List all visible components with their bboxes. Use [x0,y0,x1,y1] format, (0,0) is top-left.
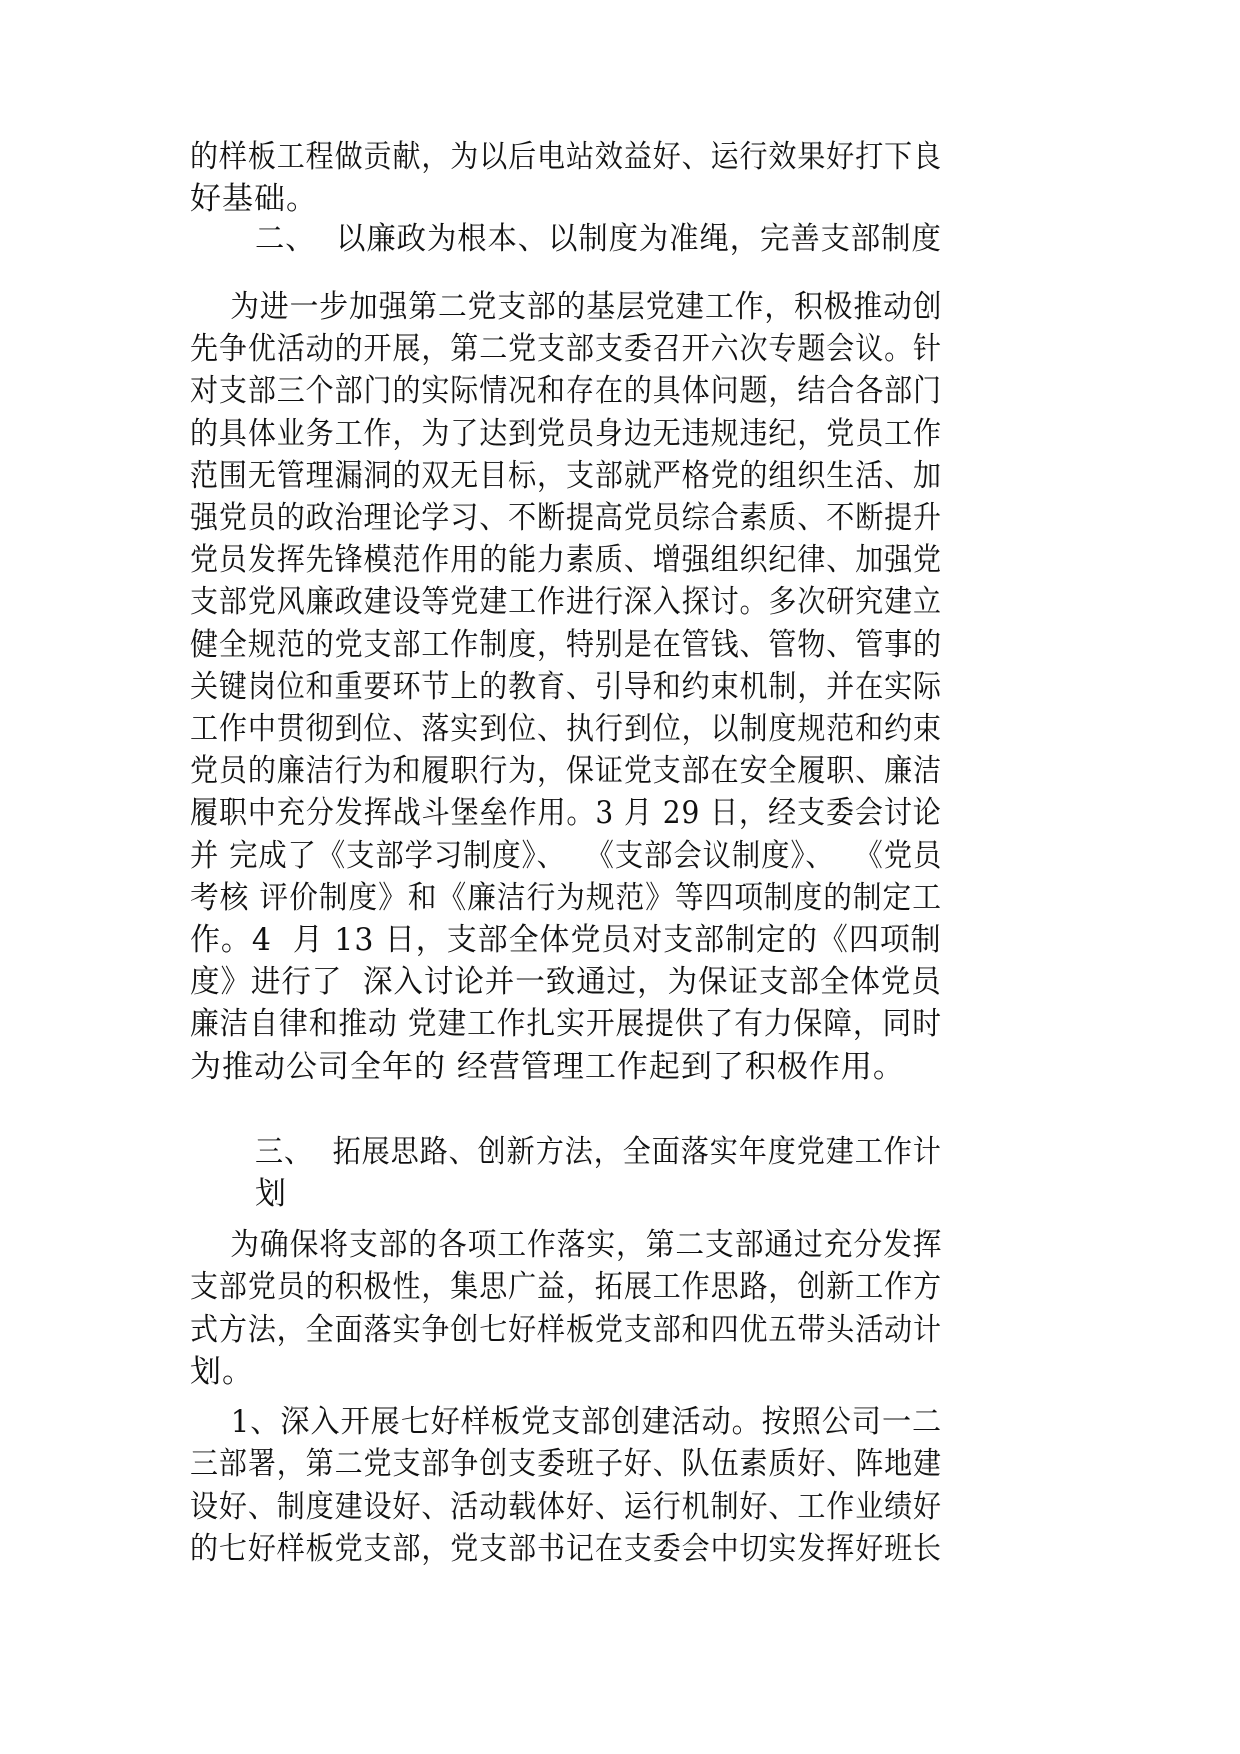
text-line: 度》进行了 深入讨论并一致通过，为保证支部全体党员 [190,964,942,1001]
text-line: 作。4 月 13 日，支部全体党员对支部制定的《四项制 [190,922,942,958]
text-line: 党员发挥先锋模范作用的能力素质、增强组织纪律、加强党 [190,542,942,579]
text-line: 支部党员的积极性，集思广益，拓展工作思路，创新工作方 [190,1269,942,1306]
text-line: 支部党风廉政建设等党建工作进行深入探讨。多次研究建立 [190,584,942,621]
text-line: 三、 拓展思路、创新方法，全面落实年度党建工作计 [255,1134,942,1170]
text-line: 为进一步加强第二党支部的基层党建工作，积极推动创 [190,289,943,325]
text-line: 强党员的政治理论学习、不断提高党员综合素质、不断提升 [190,500,942,536]
text-line: 范围无管理漏洞的双无目标，支部就严格党的组织生活、加 [190,457,942,494]
text-line: 履职中充分发挥战斗堡垒作用。3 月 29 日，经支委会讨论 [190,795,942,832]
text-line: 并 完成了《支部学习制度》、 《支部会议制度》、 《党员 [190,837,943,874]
text-line: 式方法，全面落实争创七好样板党支部和四优五带头活动计 [190,1311,942,1348]
text-line: 好基础。 [190,181,318,217]
text-line: 1、深入开展七好样板党支部创建活动。按照公司一二 [190,1404,943,1440]
text-line: 的七好样板党支部，党支部书记在支委会中切实发挥好班长 [190,1530,942,1567]
text-line: 为确保将支部的各项工作落实，第二支部通过充分发挥 [190,1227,943,1263]
text-line: 三部署，第二党支部争创支委班子好、队伍素质好、阵地建 [190,1446,942,1483]
text-line: 二、 以廉政为根本、以制度为准绳，完善支部制度 [255,221,942,257]
text-line: 考核 评价制度》和《廉洁行为规范》等四项制度的制定工 [190,879,942,916]
text-line: 廉洁自律和推动 党建工作扎实开展提供了有力保障，同时 [190,1006,942,1043]
text-line: 的样板工程做贡献，为以后电站效益好、运行效果好打下良 [190,139,942,175]
text-line: 对支部三个部门的实际情况和存在的具体问题，结合各部门 [190,373,942,410]
text-line: 设好、制度建设好、活动载体好、运行机制好、工作业绩好 [190,1488,942,1525]
text-line: 关键岗位和重要环节上的教育、引导和约束机制，并在实际 [190,668,942,705]
text-line: 先争优活动的开展，第二党支部支委召开六次专题会议。针 [190,331,942,368]
text-line: 划。 [190,1353,254,1390]
text-line: 工作中贯彻到位、落实到位、执行到位，以制度规范和约束 [190,711,942,747]
text-line: 划 [255,1176,287,1212]
text-line: 健全规范的党支部工作制度，特别是在管钱、管物、管事的 [190,626,942,663]
text-line: 的具体业务工作，为了达到党员身边无违规违纪，党员工作 [190,415,942,452]
text-line: 党员的廉洁行为和履职行为，保证党支部在安全履职、廉洁 [190,753,942,790]
text-line: 为推动公司全年的 经营管理工作起到了积极作用。 [190,1048,905,1085]
